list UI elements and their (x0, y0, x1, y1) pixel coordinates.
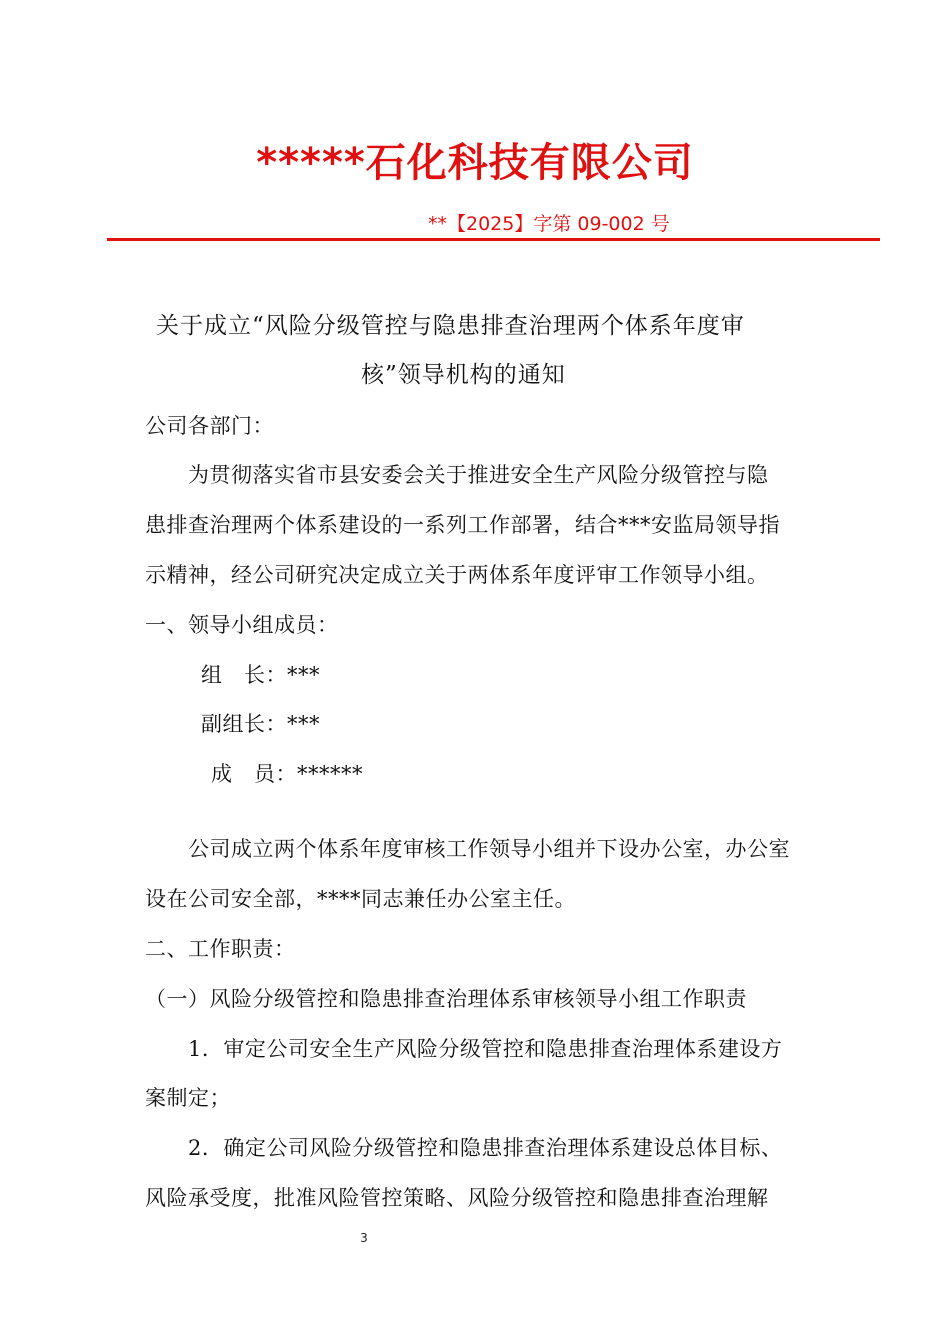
red-divider-line (107, 238, 880, 241)
section-1-heading: 一、领导小组成员： (145, 613, 339, 637)
document-number: **【2025】字第 09-002 号 (428, 213, 670, 235)
member-leader: 组 长：*** (201, 663, 320, 687)
office-line-1: 公司成立两个体系年度审核工作领导小组并下设办公室，办公室 (188, 837, 790, 861)
office-line-2: 设在公司安全部，****同志兼任办公室主任。 (145, 887, 576, 911)
company-name-header: *****石化科技有限公司 (256, 140, 694, 186)
member-members: 成 员：****** (211, 762, 363, 786)
page-number: 3 (360, 1231, 368, 1245)
notice-title-line-1: 关于成立“风险分级管控与隐患排查治理两个体系年度审 (156, 313, 745, 339)
section-2-heading: 二、工作职责： (145, 937, 296, 961)
item-1-line-1: 1．审定公司安全生产风险分级管控和隐患排查治理体系建设方 (188, 1037, 783, 1061)
item-2-line-1: 2．确定公司风险分级管控和隐患排查治理体系建设总体目标、 (188, 1136, 783, 1160)
subsection-1-heading: （一）风险分级管控和隐患排查治理体系审核领导小组工作职责 (145, 987, 747, 1011)
intro-line-2: 患排查治理两个体系建设的一系列工作部署，结合***安监局领导指 (145, 513, 780, 537)
notice-title-line-2: 核”领导机构的通知 (361, 362, 566, 388)
item-1-line-2: 案制定； (145, 1086, 231, 1110)
member-deputy-leader: 副组长：*** (201, 712, 320, 736)
intro-line-1: 为贯彻落实省市县安委会关于推进安全生产风险分级管控与隐 (188, 463, 769, 487)
item-2-line-2: 风险承受度，批准风险管控策略、风险分级管控和隐患排查治理解 (145, 1186, 769, 1210)
intro-line-3: 示精神，经公司研究决定成立关于两体系年度评审工作领导小组。 (145, 563, 769, 587)
salutation: 公司各部门： (145, 414, 274, 438)
